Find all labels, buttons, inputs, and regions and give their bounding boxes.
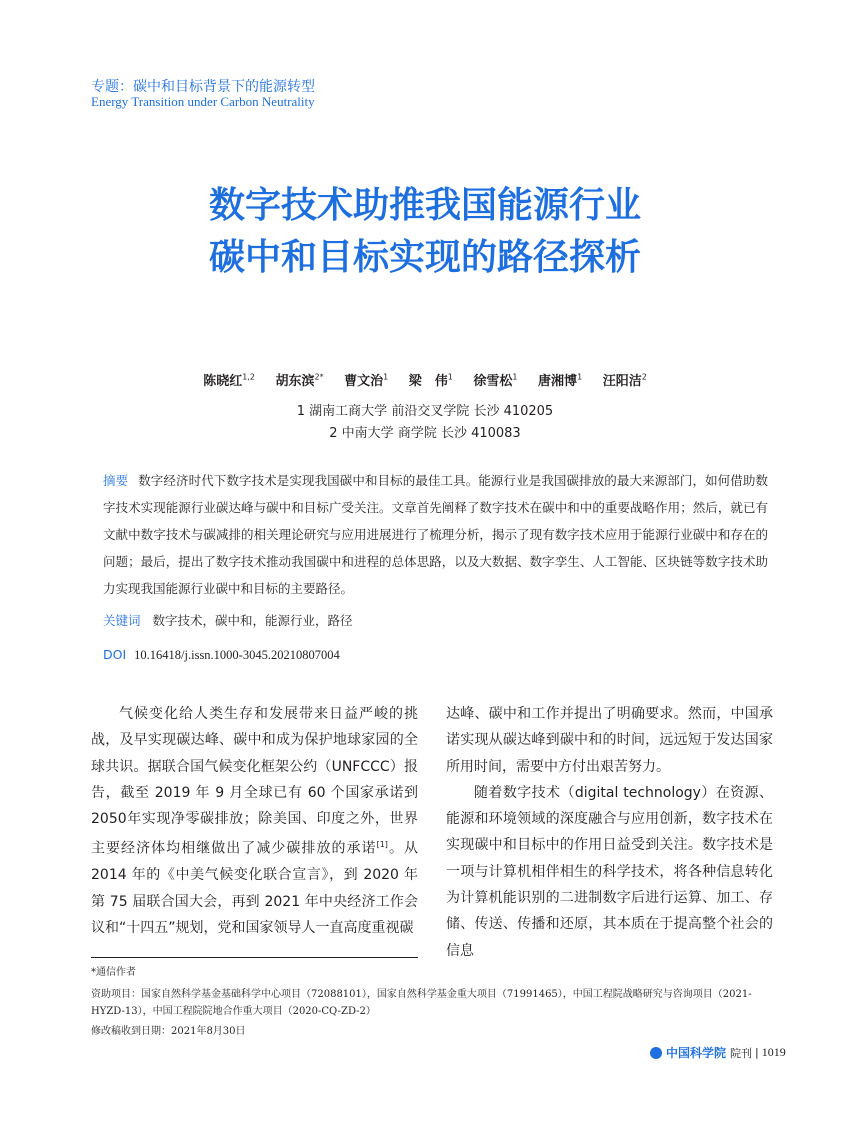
abstract [103, 467, 768, 602]
topic-label-en: Energy Transition under Carbon Neutrality [91, 94, 315, 109]
doi-label: DOI [103, 647, 127, 662]
keywords-text: 数字技术，碳中和，能源行业，路径 [152, 613, 353, 628]
author: 曹文治$^1$ [344, 372, 389, 389]
abstract-label: 摘要 [103, 473, 129, 488]
topic-label-cn: 专题：碳中和目标背景下的能源转型 [91, 79, 315, 95]
author: 徐雪松$^1$ [473, 372, 518, 389]
affiliation-1: 1 湖南工商大学 前沿交叉学院 长沙 410205 [296, 404, 554, 419]
journal-logo: 中国科学院 [666, 1046, 727, 1060]
footnote-corresponding: *通信作者 [91, 967, 136, 978]
abstract-text: 数字经济时代下数字技术是实现我国碳中和目标的最佳工具。能源行业是我国碳排放的最大来源部门，如何借助数字技术实现能源行业碳达峰与碳中和目标广受关注。文章首先阐释了数字技术在碳中和中的重要战略作用；然后，就已有文献中数字技术与碳减排的相关理论研究与应用进展进行了梳理分析，揭示了现有数字技术应用于能源行业碳中和存在的问题；最后，提出了数字技术推动我国碳中和进程的总体思路，以及大数据、数字孪生、人工智能、区块链等数字技术助力实现我国能源行业碳中和目标的主要路径。 [103, 473, 768, 596]
page-footer [650, 1044, 786, 1061]
body-paragraph: 气候变化给人类生存和发展带来日益严峻的挑战，及早实现碳达峰、碳中和成为保护地球家园的全球共识。据联合国气候变化框架公约（UNFCCC）报告，截至 2019 年 9 月全球已有 60 个国家承诺到2050年实现净零碳排放；除美国、印度之外，世界主要经济体均相继做出了减少碳排放的承诺[1]。从 2014 年的《中美气候变化联合宣言》，到 2020 年第 75 届联合国大会，再到 2021 年中央经济工作会议和“十四五”规划，党和国家领导人一直高度重视碳 [91, 706, 418, 937]
affiliation-2: 2 中南大学 商学院 长沙 410083 [329, 426, 521, 441]
author: 唐湘博$^1$ [538, 372, 583, 389]
body-column-right [446, 701, 773, 964]
body-paragraph: 随着数字技术（digital technology）在资源、能源和环境领域的深度融合与应用创新，数字技术在实现碳中和目标中的作用日益受到关注。数字技术是一项与计算机相伴相生的科学技术，将各种信息转化为计算机能识别的二进制数字后进行运算、加工、存储、传送、传播和还原，其本质在于提高整个社会的信息 [446, 784, 773, 959]
footnote-received: 修改稿收到日期：2021年8月30日 [91, 1026, 246, 1037]
body-paragraph: 达峰、碳中和工作并提出了明确要求。然而，中国承诺实现从碳达峰到碳中和的时间，远远短于发达国家所用时间，需要中方付出艰苦努力。 [446, 706, 773, 775]
author-list [0, 370, 850, 389]
keywords-label: 关键词 [103, 613, 141, 628]
journal-suffix: 院刊 [730, 1046, 753, 1060]
keywords [103, 611, 353, 629]
author: 梁 伟$^1$ [408, 372, 453, 389]
doi-link[interactable]: 10.16418/j.issn.1000-3045.20210807004 [134, 648, 340, 662]
doi [103, 647, 340, 663]
article-title-line2: 碳中和目标实现的路径探析 [208, 237, 641, 278]
author: 胡东滨$^{2*}$ [275, 372, 324, 389]
page-separator: | [755, 1046, 759, 1059]
body-column-left [91, 701, 418, 941]
author: 陈晓红$^{1,2}$ [203, 372, 255, 389]
citation-ref[interactable]: [1] [376, 840, 388, 850]
article-title-line1: 数字技术助推我国能源行业 [208, 185, 641, 226]
footnote-divider [91, 957, 418, 958]
author: 汪阳洁$^2$ [602, 372, 647, 389]
page-number: 1019 [761, 1045, 786, 1059]
footnote-funding: 资助项目：国家自然科学基金基础科学中心项目（72088101），国家自然科学基金重大项目（71991465），中国工程院战略研究与咨询项目（2021-HYZD-13），中国工程院院地合作重大项目（2020-CQ-ZD-2） [91, 989, 752, 1017]
journal-logo-icon [650, 1047, 662, 1059]
